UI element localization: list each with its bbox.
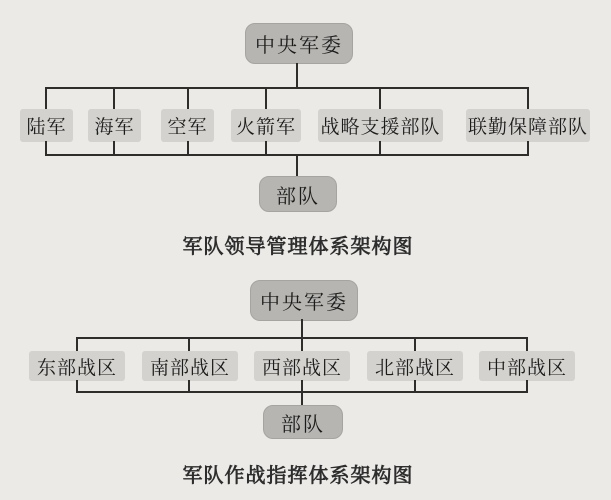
node-strategic-support-force: 战略支援部队 — [318, 109, 443, 142]
connector-drop — [76, 337, 78, 352]
node-troops: 部队 — [263, 405, 343, 439]
chart-caption-leadership: 军队领导管理体系架构图 — [182, 236, 414, 258]
node-army: 陆军 — [20, 109, 73, 142]
node-troops: 部队 — [259, 176, 337, 212]
connector-drop — [526, 337, 528, 352]
node-rocket-force: 火箭军 — [231, 109, 301, 142]
node-western-theater-command: 西部战区 — [254, 351, 350, 381]
connector-drop — [45, 87, 47, 110]
node-central-theater-command: 中部战区 — [479, 351, 575, 381]
node-central-military-commission: 中央军委 — [250, 280, 358, 321]
connector-sink-drop — [296, 154, 298, 177]
connector-drop — [301, 337, 303, 352]
connector-sink-drop — [301, 391, 303, 406]
connector-top-bus — [45, 87, 529, 89]
connector-drop — [527, 87, 529, 110]
connector-bottom-bus — [45, 154, 529, 156]
chart-caption-operational: 军队作战指挥体系架构图 — [182, 465, 414, 487]
node-navy: 海军 — [88, 109, 141, 142]
connector-drop — [187, 87, 189, 110]
connector-drop — [188, 337, 190, 352]
node-central-military-commission: 中央军委 — [245, 23, 353, 64]
node-northern-theater-command: 北部战区 — [367, 351, 463, 381]
connector-root-drop — [296, 63, 298, 88]
connector-drop — [113, 87, 115, 110]
connector-root-drop — [301, 319, 303, 338]
connector-drop — [414, 337, 416, 352]
node-southern-theater-command: 南部战区 — [142, 351, 238, 381]
node-joint-logistics-support-force: 联勤保障部队 — [466, 109, 590, 142]
connector-drop — [265, 87, 267, 110]
connector-drop — [379, 87, 381, 110]
node-eastern-theater-command: 东部战区 — [29, 351, 125, 381]
node-air-force: 空军 — [161, 109, 214, 142]
